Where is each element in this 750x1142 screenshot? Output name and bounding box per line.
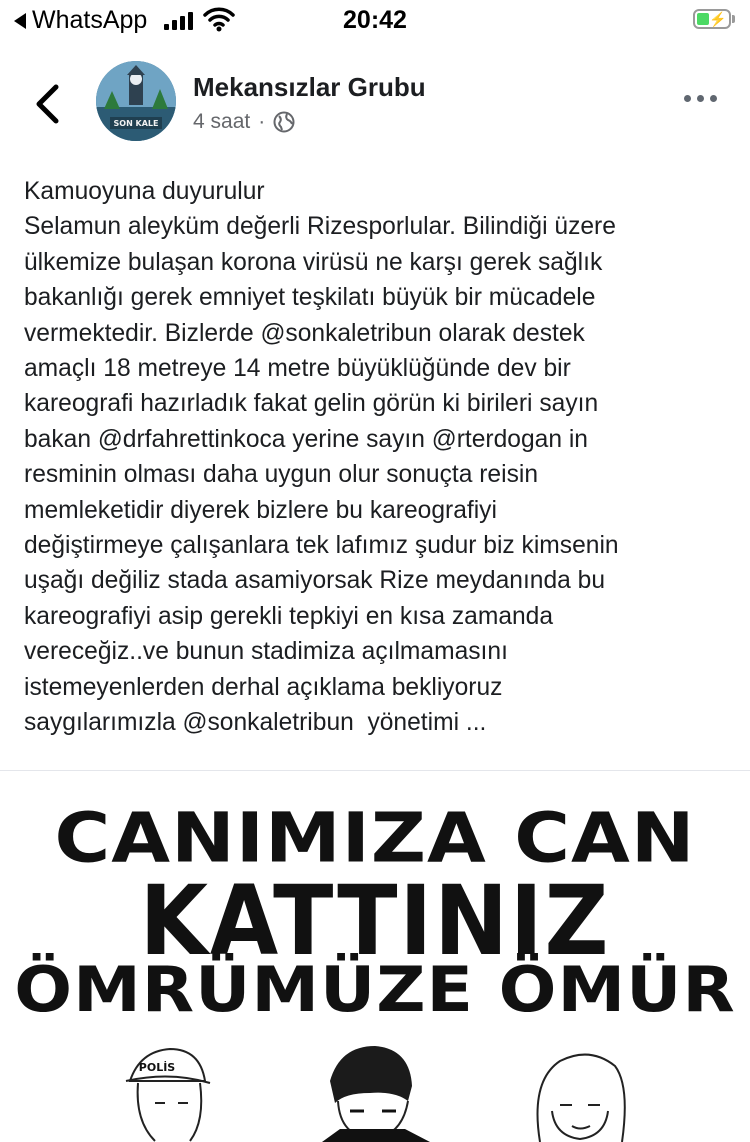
- status-time: 20:42: [343, 6, 407, 34]
- avatar-image: [96, 61, 176, 141]
- group-name-link[interactable]: Mekansızlar Grubu: [193, 72, 426, 102]
- post-body-text: Kamuoyuna duyurulur Selamun aleyküm değerli Rizesporlular. Bilindiği üzere ülkemize bulaşan korona virüsü ne karşı gerek sağlık bakanlığı gerek emniyet teşkilatı büyük bir mücadele vermektedir. Bizlerde @sonkaletribun olarak destek amaçlı 18 metreye 14 metre büyüklüğünde dev bir kareografi hazırladık fakat gelin görün ki birileri sayın bakan @drfahrettinkoca yerine sayın @rterdogan in resminin olması daha uygun olur sonuçta reisin memleketidir diyerek bizlere bu kareografiyi değiştirmeye çalışanlara tek lafımız şudur biz kimsenin uşağı değiliz stada asamiyorsak Rize meydanında bu kareografiyi asip gerekli tepkiyi en kısa zamanda vereceğiz..ve bunun stadimiza açılmamasını istemeyenlerden derhal açıklama bekliyoruz saygılarımızla @sonkaletribun yönetimi ...: [24, 178, 619, 737]
- back-chevron-icon[interactable]: [30, 83, 66, 125]
- poster-line-1: CANIMIZA CAN: [54, 797, 696, 878]
- poster-line-2: KATTINIZ: [139, 865, 611, 977]
- globe-icon[interactable]: [273, 111, 295, 133]
- status-bar: [0, 0, 750, 42]
- avatar-text: SON KALE: [113, 119, 159, 128]
- post-image[interactable]: [0, 771, 750, 1142]
- battery-level: [697, 13, 709, 25]
- post-time[interactable]: 4 saat: [193, 110, 251, 133]
- poster-line-3: ÖMRÜMÜZE ÖMÜR: [14, 954, 736, 1027]
- group-avatar[interactable]: [96, 61, 176, 141]
- battery-icon: [693, 9, 731, 29]
- back-app-label: WhatsApp: [32, 6, 148, 34]
- cap-label: POLİS: [138, 1061, 176, 1074]
- man-portrait-drawing: [322, 1046, 430, 1142]
- woman-portrait-drawing: [538, 1055, 625, 1142]
- battery-tip: [732, 15, 735, 23]
- charging-bolt-icon: ⚡: [709, 11, 727, 27]
- meta-separator: ·: [258, 110, 266, 133]
- poster-illustrations: [0, 1041, 750, 1142]
- post-meta: [193, 110, 295, 134]
- post-header: [0, 55, 750, 155]
- more-options-icon[interactable]: [684, 95, 717, 102]
